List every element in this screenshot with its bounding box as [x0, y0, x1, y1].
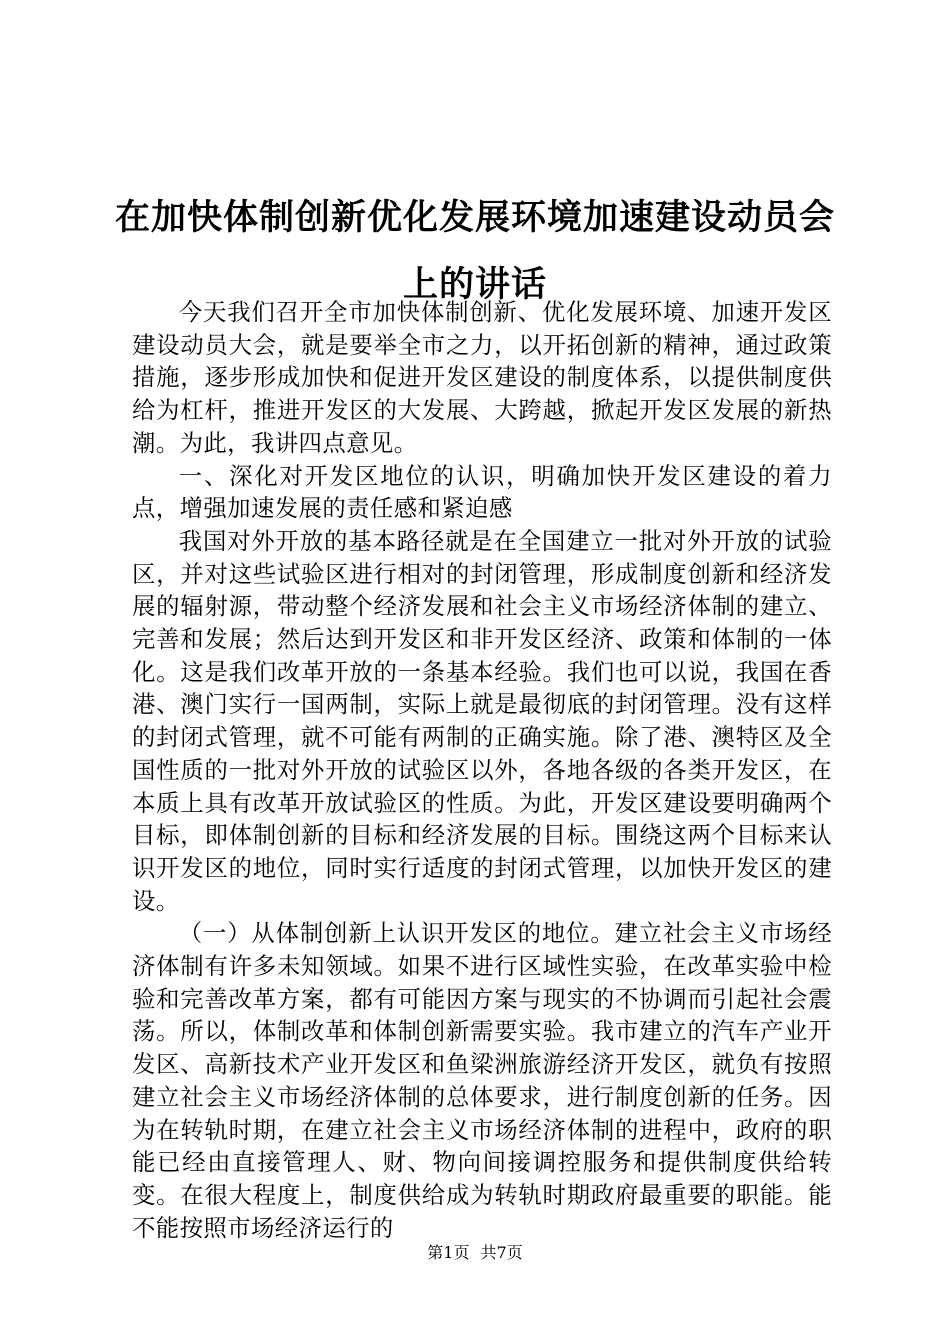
- document-title: 在加快体制创新优化发展环境加速建设动员会上的讲话: [114, 197, 835, 305]
- page-number-total: 共7页: [480, 1243, 523, 1262]
- paragraph-institutional-innovation: （一）从体制创新上认识开发区的地位。建立社会主义市场经济体制有许多未知领域。如果不进行区域性实验，在改革实验中检验和完善改革方案，都有可能因方案与现实的不协调而引起社会震荡。所以，体制改革和体制创新需要实验。我市建立的汽车产业开发区、高新技术产业开发区和鱼梁洲旅游经济开发区，就负有按照建立社会主义市场经济体制的总体要求，进行制度创新的任务。因为在转轨时期，在建立社会主义市场经济体制的进程中，政府的职能已经由直接管理人、财、物向间接调控服务和提供制度供给转变。在很大程度上，制度供给成为转轨时期政府最重要的职能。能不能按照市场经济运行的: [132, 919, 832, 1242]
- document-body: [132, 296, 832, 1244]
- paragraph-intro: 今天我们召开全市加快体制创新、优化发展环境、加速开发区建设动员大会，就是要举全市之力，以开拓创新的精神，通过政策措施，逐步形成加快和促进开发区建设的制度体系，以提供制度供给为杠杆，推进开发区的大发展、大跨越，掀起开发区发展的新热潮。为此，我讲四点意见。: [132, 298, 832, 457]
- page-number-current: 第1页: [427, 1243, 470, 1262]
- paragraph-basic-path: 我国对外开放的基本路径就是在全国建立一批对外开放的试验区，并对这些试验区进行相对的封闭管理，形成制度创新和经济发展的辐射源，带动整个经济发展和社会主义市场经济体制的建立、完善和发展；然后达到开发区和非开发区经济、政策和体制的一体化。这是我们改革开放的一条基本经验。我们也可以说，我国在香港、澳门实行一国两制，实际上就是最彻底的封闭管理。没有这样的封闭式管理，就不可能有两制的正确实施。除了港、澳特区及全国性质的一批对外开放的试验区以外，各地各级的各类开发区，在本质上具有改革开放试验区的性质。为此，开发区建设要明确两个目标，即体制创新的目标和经济发展的目标。围绕这两个目标来认识开发区的地位，同时实行适度的封闭式管理，以加快开发区的建设。: [132, 526, 832, 915]
- paragraph-section-heading: 一、深化对开发区地位的认识，明确加快开发区建设的着力点，增强加速发展的责任感和紧迫感: [132, 461, 832, 523]
- page-footer: [0, 1243, 950, 1263]
